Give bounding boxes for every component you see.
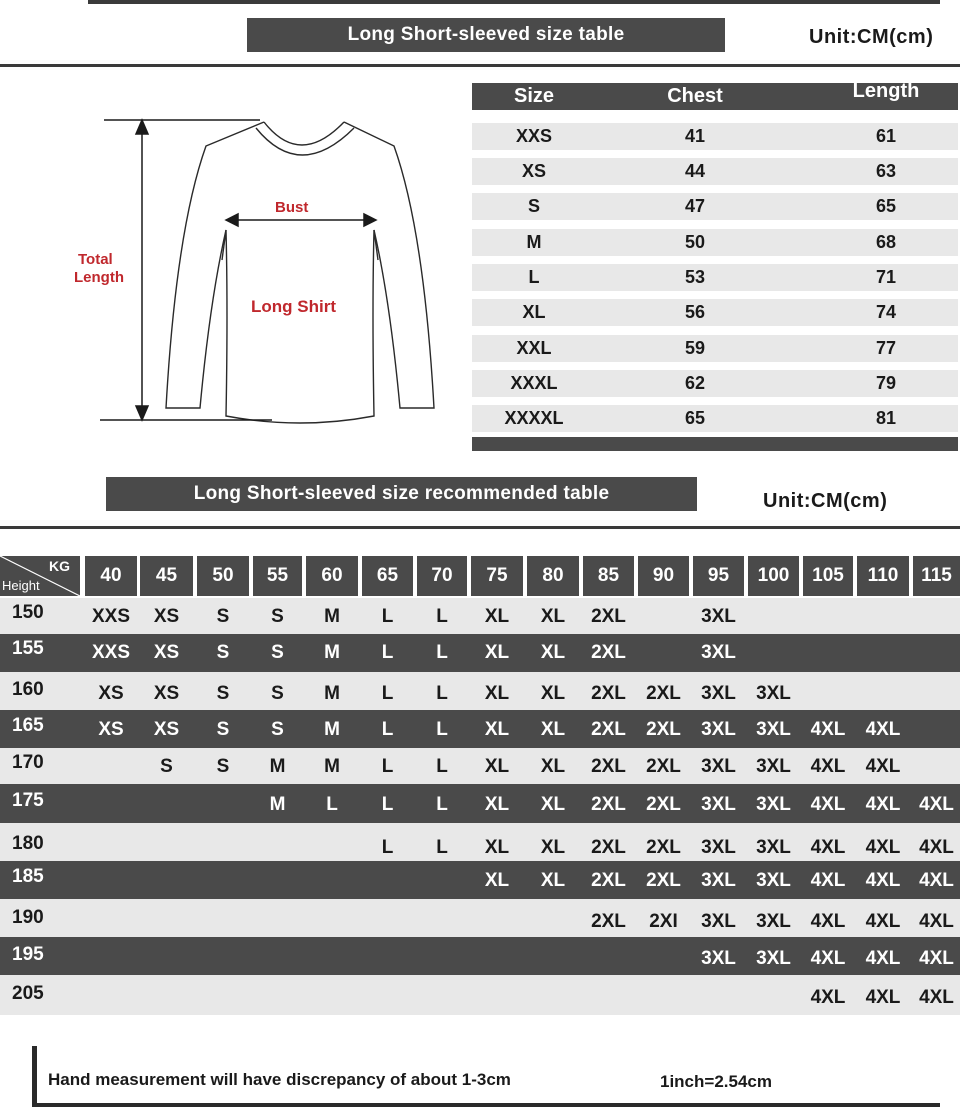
total-length-arrow — [100, 120, 272, 420]
size-recommendation-cell: 2XL — [646, 870, 681, 891]
size-recommendation-cell: XS — [153, 683, 180, 704]
size-recommendation-cell: XL — [540, 683, 566, 704]
size-recommendation-cell: 2XL — [646, 794, 681, 815]
chest-cell: 44 — [684, 161, 706, 181]
kg-header-cell: 60 — [306, 556, 358, 596]
size-recommendation-cell: XL — [540, 606, 566, 627]
total-length-label-line1: Total — [78, 251, 113, 268]
recommended-row — [0, 899, 960, 937]
recommended-table-unit: Unit:CM(cm) — [763, 490, 888, 512]
chest-cell: 47 — [684, 196, 706, 216]
size-recommendation-cell: XL — [484, 683, 510, 704]
size-recommendation-cell: 4XL — [810, 870, 846, 891]
size-cell: XXS — [515, 126, 553, 146]
recommended-row — [0, 598, 960, 634]
size-recommendation-cell: 3XL — [701, 642, 736, 663]
kg-header-cell: 85 — [583, 556, 634, 596]
size-recommendation-cell: 4XL — [810, 987, 846, 1008]
recommended-table-title: Long Short-sleeved size recommended table — [106, 477, 697, 511]
table-corner-cell — [0, 556, 80, 596]
kg-header-cell: 45 — [140, 556, 193, 596]
size-recommendation-cell: XXS — [91, 642, 131, 663]
height-cell: 165 — [12, 715, 44, 736]
size-recommendation-cell: XL — [540, 837, 566, 858]
size-recommendation-cell: M — [324, 683, 340, 704]
kg-header-cell: 40 — [85, 556, 137, 596]
size-recommendation-cell: 4XL — [865, 911, 901, 932]
size-recommendation-cell: XL — [540, 719, 566, 740]
height-cell: 170 — [12, 752, 44, 773]
size-recommendation-cell: S — [216, 719, 230, 740]
length-cell: 65 — [875, 196, 897, 216]
section-rule — [0, 64, 960, 67]
size-recommendation-cell: 2XL — [646, 837, 681, 858]
height-cell: 180 — [12, 833, 44, 854]
size-recommendation-cell: L — [436, 794, 448, 815]
size-recommendation-cell: 4XL — [865, 987, 901, 1008]
size-recommendation-cell: 3XL — [756, 794, 791, 815]
length-cell: 81 — [875, 408, 897, 428]
size-recommendation-cell: XL — [484, 794, 510, 815]
size-table-title: Long Short-sleeved size table — [247, 18, 725, 52]
size-recommendation-cell: 3XL — [756, 948, 791, 969]
size-recommendation-cell: 4XL — [919, 837, 954, 858]
height-cell: 205 — [12, 983, 44, 1004]
size-row — [472, 123, 958, 150]
recommended-row — [0, 634, 960, 672]
note-bottom-rule — [32, 1103, 940, 1107]
size-recommendation-cell: 4XL — [919, 987, 954, 1008]
size-recommendation-cell: 2XL — [591, 606, 626, 627]
kg-header-cell: 80 — [527, 556, 579, 596]
size-recommendation-cell: L — [381, 719, 394, 740]
size-recommendation-cell: L — [436, 606, 448, 627]
kg-header-cell: 115 — [913, 556, 960, 596]
size-recommendation-cell: L — [436, 642, 448, 663]
size-recommendation-cell: 3XL — [701, 870, 736, 891]
inch-conversion: 1inch=2.54cm — [660, 1072, 772, 1091]
size-recommendation-cell: 4XL — [865, 837, 901, 858]
size-recommendation-cell: M — [324, 719, 340, 740]
size-recommendation-cell: 3XL — [701, 719, 736, 740]
size-recommendation-cell: 4XL — [919, 948, 954, 969]
size-recommendation-cell: 3XL — [701, 948, 736, 969]
size-recommendation-cell: XL — [540, 870, 566, 891]
corner-kg-label: KG — [49, 558, 70, 574]
chest-cell: 62 — [684, 373, 706, 393]
size-recommendation-cell: 3XL — [756, 719, 791, 740]
size-recommendation-cell: 4XL — [865, 794, 901, 815]
kg-header-cell: 95 — [693, 556, 744, 596]
recommended-row — [0, 784, 960, 823]
size-recommendation-cell: L — [381, 794, 394, 815]
height-cell: 160 — [12, 679, 44, 700]
size-recommendation-cell: XS — [153, 606, 180, 627]
size-row — [472, 335, 958, 362]
size-cell: XL — [522, 302, 546, 322]
corner-height-label: Height — [2, 578, 40, 593]
size-recommendation-cell: XL — [484, 837, 510, 858]
size-recommendation-cell: 4XL — [865, 870, 901, 891]
size-row — [472, 193, 958, 220]
size-recommendation-cell: 4XL — [919, 794, 954, 815]
length-cell: 79 — [875, 373, 897, 393]
size-recommendation-cell: 4XL — [865, 948, 901, 969]
size-recommendation-cell: 2XL — [591, 756, 626, 777]
kg-header-cell: 65 — [362, 556, 413, 596]
size-recommendation-cell: 2XL — [591, 683, 626, 704]
size-table-unit: Unit:CM(cm) — [809, 26, 934, 48]
size-recommendation-cell: L — [381, 756, 394, 777]
size-recommendation-cell: 2XL — [646, 719, 681, 740]
size-recommendation-cell: S — [271, 719, 284, 740]
size-recommendation-cell: 2XI — [649, 911, 678, 932]
size-recommendation-cell: L — [381, 642, 394, 663]
size-recommendation-cell: 3XL — [756, 911, 791, 932]
chest-cell: 65 — [684, 408, 706, 428]
note-left-bar — [32, 1046, 37, 1106]
size-recommendation-cell: XL — [484, 870, 510, 891]
recommended-row — [0, 975, 960, 1015]
size-recommendation-cell: M — [324, 756, 340, 777]
size-recommendation-cell: 2XL — [591, 794, 626, 815]
length-cell: 77 — [875, 338, 897, 358]
kg-header-cell: 75 — [471, 556, 523, 596]
size-recommendation-cell: XS — [98, 683, 124, 704]
size-recommendation-cell: S — [160, 756, 173, 777]
size-recommendation-cell: 3XL — [701, 911, 736, 932]
kg-header-cell: 50 — [197, 556, 249, 596]
section-rule — [0, 526, 960, 529]
height-cell: 155 — [12, 638, 44, 659]
size-recommendation-cell: 2XL — [591, 719, 626, 740]
size-row — [472, 370, 958, 397]
size-cell: L — [528, 267, 540, 287]
height-cell: 185 — [12, 866, 44, 887]
size-recommendation-cell: 3XL — [701, 794, 736, 815]
size-recommendation-cell: 3XL — [756, 870, 791, 891]
long-shirt-label: Long Shirt — [251, 297, 336, 316]
size-recommendation-cell: XL — [484, 642, 510, 663]
header-chest: Chest — [667, 85, 723, 107]
kg-header-cell: 90 — [638, 556, 689, 596]
kg-header-cell: 55 — [253, 556, 302, 596]
size-recommendation-cell: XL — [540, 642, 566, 663]
length-cell: 61 — [875, 126, 897, 146]
size-recommendation-cell: M — [269, 794, 286, 815]
size-cell: M — [526, 232, 542, 252]
size-recommendation-cell: 4XL — [865, 756, 901, 777]
header-size: Size — [513, 85, 555, 107]
size-recommendation-cell: 3XL — [701, 756, 736, 777]
size-recommendation-cell: 4XL — [810, 756, 846, 777]
size-cell: XXL — [516, 338, 552, 358]
size-recommendation-cell: L — [436, 719, 448, 740]
size-recommendation-cell: XS — [153, 642, 180, 663]
size-table-footer — [472, 437, 958, 451]
recommended-row — [0, 823, 960, 861]
recommended-row — [0, 861, 960, 899]
kg-header-cell: 70 — [417, 556, 467, 596]
chest-cell: 41 — [684, 126, 706, 146]
recommended-row — [0, 937, 960, 975]
size-recommendation-cell: XS — [153, 719, 180, 740]
chest-cell: 53 — [684, 267, 706, 287]
header-length: Length — [852, 80, 920, 102]
size-recommendation-cell: L — [436, 683, 448, 704]
size-recommendation-cell: 3XL — [756, 756, 791, 777]
size-recommendation-cell: 4XL — [865, 719, 901, 740]
size-recommendation-cell: 4XL — [810, 719, 846, 740]
size-recommendation-cell: M — [324, 606, 340, 627]
size-recommendation-cell: S — [216, 756, 230, 777]
height-cell: 195 — [12, 944, 44, 965]
size-recommendation-cell: 4XL — [810, 794, 846, 815]
size-row — [472, 405, 958, 432]
kg-header-cell: 110 — [857, 556, 909, 596]
size-recommendation-cell: 4XL — [919, 870, 954, 891]
size-row — [472, 299, 958, 326]
size-recommendation-cell: 3XL — [701, 606, 736, 627]
height-cell: 175 — [12, 790, 44, 811]
height-cell: 150 — [12, 602, 44, 623]
recommended-row — [0, 672, 960, 710]
size-recommendation-cell: XL — [484, 756, 510, 777]
recommended-row — [0, 710, 960, 748]
size-recommendation-cell: L — [381, 683, 394, 704]
size-recommendation-cell: M — [269, 756, 286, 777]
size-recommendation-cell: 2XL — [591, 837, 626, 858]
size-recommendation-cell: XL — [540, 756, 566, 777]
size-recommendation-cell: 4XL — [919, 911, 954, 932]
length-cell: 71 — [875, 267, 897, 287]
size-recommendation-cell: 4XL — [810, 948, 846, 969]
length-cell: 68 — [875, 232, 897, 252]
chest-cell: 59 — [684, 338, 706, 358]
chest-cell: 50 — [684, 232, 706, 252]
kg-header-cell: 105 — [803, 556, 853, 596]
size-recommendation-cell: S — [216, 642, 230, 663]
size-recommendation-cell: 2XL — [591, 911, 626, 932]
size-recommendation-cell: XS — [98, 719, 124, 740]
top-rule — [88, 0, 940, 4]
size-recommendation-cell: 3XL — [701, 837, 736, 858]
size-recommendation-cell: S — [216, 606, 230, 627]
size-cell: S — [527, 196, 541, 216]
size-recommendation-cell: 4XL — [810, 837, 846, 858]
size-recommendation-cell: XXS — [91, 606, 131, 627]
size-recommendation-cell: 3XL — [756, 837, 791, 858]
size-recommendation-cell: M — [324, 642, 340, 663]
size-recommendation-cell: L — [436, 756, 448, 777]
height-cell: 190 — [12, 907, 44, 928]
size-recommendation-cell: 2XL — [591, 870, 626, 891]
size-recommendation-cell: 3XL — [756, 683, 791, 704]
size-row — [472, 158, 958, 185]
size-recommendation-cell: S — [271, 642, 284, 663]
size-recommendation-cell: S — [216, 683, 230, 704]
size-recommendation-cell: L — [436, 837, 448, 858]
size-recommendation-cell: L — [381, 837, 394, 858]
bust-label: Bust — [275, 199, 309, 216]
kg-header-cell: 100 — [748, 556, 799, 596]
size-row — [472, 229, 958, 256]
chest-cell: 56 — [684, 302, 706, 322]
length-cell: 74 — [875, 302, 897, 322]
size-recommendation-cell: XL — [540, 794, 566, 815]
size-recommendation-cell: XL — [484, 719, 510, 740]
size-recommendation-cell: S — [271, 683, 284, 704]
size-recommendation-cell: 2XL — [646, 683, 681, 704]
size-recommendation-cell: 4XL — [810, 911, 846, 932]
recommended-row — [0, 748, 960, 784]
size-recommendation-cell: 2XL — [646, 756, 681, 777]
total-length-label-line2: Length — [74, 269, 124, 286]
size-recommendation-cell: L — [326, 794, 338, 815]
measurement-note: Hand measurement will have discrepancy of about 1-3cm — [48, 1070, 511, 1089]
length-cell: 63 — [875, 161, 897, 181]
size-recommendation-cell: 2XL — [591, 642, 626, 663]
size-cell: XXXXL — [504, 408, 564, 428]
size-table-header — [472, 80, 958, 110]
size-recommendation-cell: 3XL — [701, 683, 736, 704]
size-recommendation-cell: L — [381, 606, 394, 627]
long-shirt-outline — [166, 122, 434, 423]
size-cell: XS — [521, 161, 547, 181]
size-row — [472, 264, 958, 291]
size-recommendation-cell: S — [271, 606, 284, 627]
size-cell: XXXL — [510, 373, 558, 393]
size-recommendation-cell: XL — [484, 606, 510, 627]
